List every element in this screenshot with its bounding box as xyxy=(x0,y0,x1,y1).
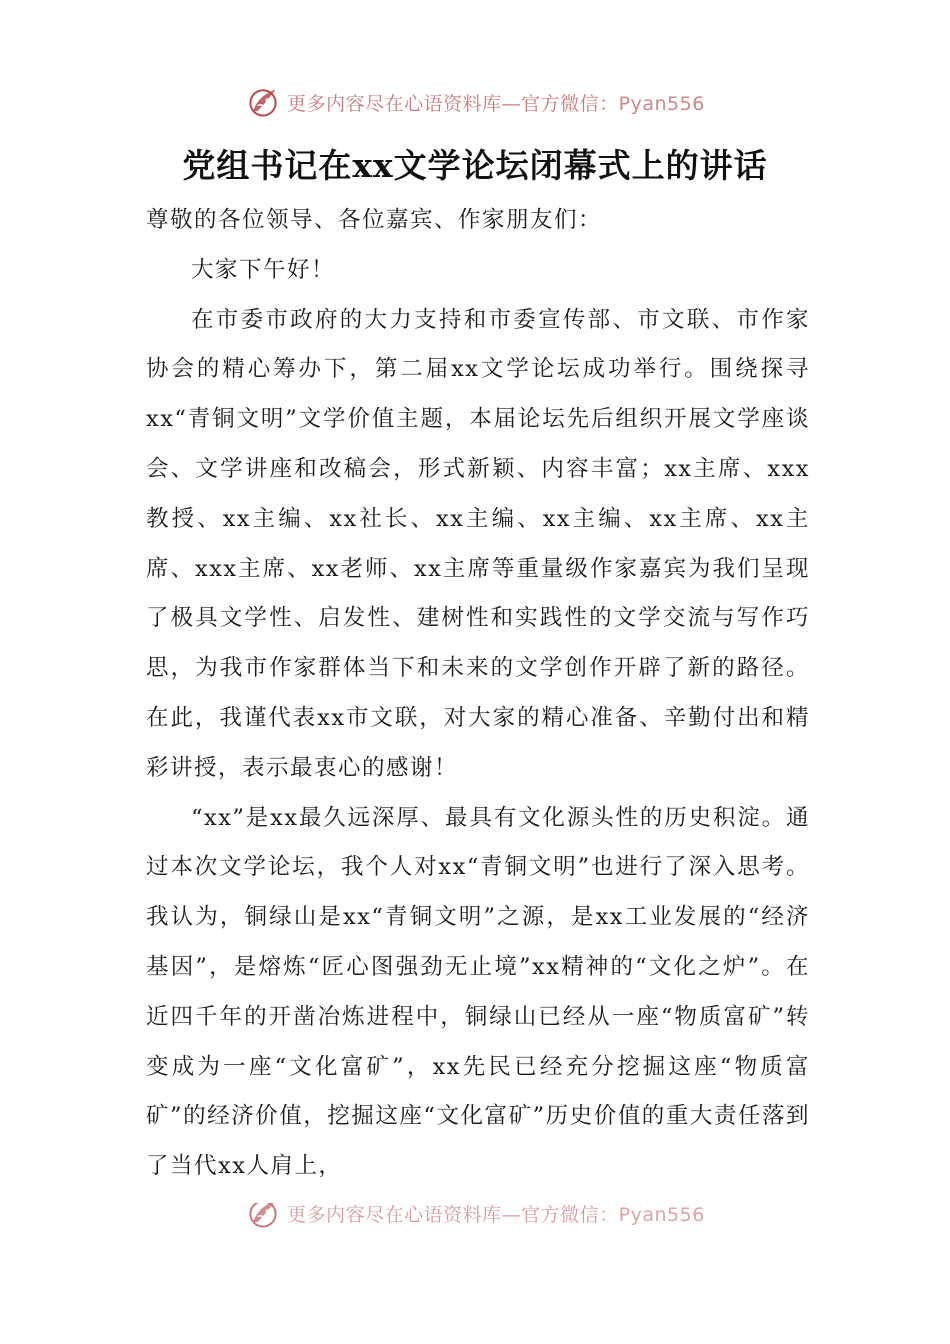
salutation-paragraph: 尊敬的各位领导、各位嘉宾、作家朋友们： xyxy=(146,207,603,233)
watermark-logo-icon xyxy=(245,1203,281,1231)
document-body xyxy=(146,196,810,1192)
watermark-footer xyxy=(0,1203,950,1239)
watermark-id: Pyan556 xyxy=(618,1203,705,1226)
document-title: 党组书记在xx文学论坛闭幕式上的讲话 xyxy=(182,146,768,185)
watermark-logo-icon xyxy=(245,84,281,120)
body-paragraph: 在市委市政府的大力支持和市委宣传部、市文联、市作家协会的精心筹办下，第二届xx文学论坛成功举行。围绕探寻xx“青铜文明”文学价值主题，本届论坛先后组织开展文学座谈会、文学讲座和改稿会，形式新颖、内容丰富；xx主席、xxx教授、xx主编、xx社长、xx主编、xx主编、xx主席、xx主席、xxx主席、xx老师、xx主席等重量级作家嘉宾为我们呈现了极具文学性、启发性、建树性和实践性的文学交流与写作巧思，为我市作家群体当下和未来的文学创作开辟了新的路径。在此，我谨代表xx市文联，对大家的精心准备、辛勤付出和精彩讲授，表示最衷心的感谢！ xyxy=(146,306,810,781)
watermark-text: 更多内容尽在心语资料库—官方微信：Pyan556 xyxy=(287,92,705,115)
greeting-paragraph: 大家下午好！ xyxy=(191,256,336,283)
watermark-id: Pyan556 xyxy=(618,92,705,115)
watermark-header xyxy=(0,82,950,122)
watermark-text: 更多内容尽在心语资料库—官方微信：Pyan556 xyxy=(287,1203,705,1226)
body-paragraph: “xx”是xx最久远深厚、最具有文化源头性的历史积淀。通过本次文学论坛，我个人对xx“青铜文明”也进行了深入思考。我认为，铜绿山是xx“青铜文明”之源，是xx工业发展的“经济基因”，是熔炼“匠心图强劲无止境”xx精神的“文化之炉”。在近四千年的开凿冶炼进程中，铜绿山已经从一座“物质富矿”转变成为一座“文化富矿”，xx先民已经充分挖掘这座“物质富矿”的经济价值，挖掘这座“文化富矿”历史价值的重大责任落到了当代xx人肩上， xyxy=(146,804,810,1180)
